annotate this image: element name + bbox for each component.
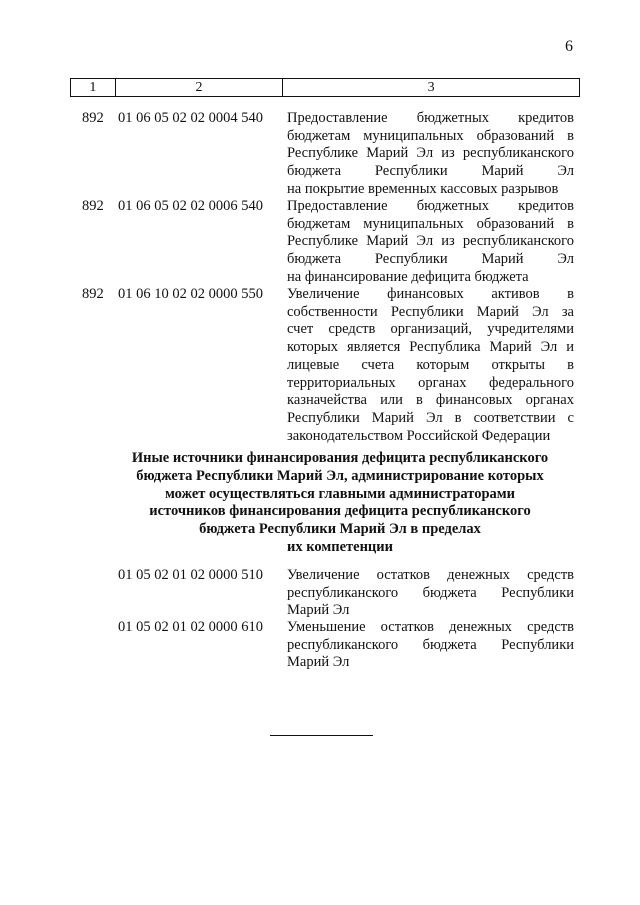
heading-line: Иные источники финансирования дефицита республиканского: [131, 450, 549, 466]
description-line: Предоставление бюджетных кредитов: [287, 110, 574, 126]
budget-classification-code: 01 05 02 01 02 0000 510: [118, 567, 263, 583]
row-description: [287, 198, 574, 287]
description-line: лицевые счета которым открыты в: [287, 356, 574, 373]
column-header-row: [71, 79, 580, 97]
description-line: законодательством Российской Федерации: [287, 427, 551, 444]
budget-classification-code: 01 05 02 01 02 0000 610: [118, 619, 263, 635]
row-description: [287, 286, 574, 445]
description-line: собственности Республики Марий Эл за: [287, 303, 574, 320]
description-line: Республике Марий Эл из республиканского: [287, 233, 574, 250]
description-line: счет средств организаций, учредителями: [287, 321, 574, 338]
column-header-3: 3: [283, 79, 580, 97]
description-line: которых является Республика Марий Эл и: [287, 339, 574, 356]
budget-classification-code: 01 06 10 02 02 0000 550: [118, 286, 263, 302]
budget-classification-code: 01 06 05 02 02 0006 540: [118, 198, 263, 214]
description-line: Республике Марий Эл из республиканского: [287, 145, 574, 162]
column-header-table: [70, 78, 580, 97]
row-description: [287, 619, 574, 672]
heading-line: источников финансирования дефицита республиканского: [149, 503, 531, 520]
description-line: Марий Эл: [287, 602, 350, 619]
description-line: Республики Марий Эл в соответствии с: [287, 409, 574, 426]
description-line: на финансирование дефицита бюджета: [287, 268, 529, 285]
description-line: Увеличение финансовых активов в: [287, 286, 574, 302]
heading-line: может осуществляться главными администраторами: [164, 485, 516, 502]
column-header-2: 2: [115, 79, 283, 97]
row-description: [287, 567, 574, 620]
description-line: Увеличение остатков денежных средств: [287, 567, 574, 583]
description-line: на покрытие временных кассовых разрывов: [287, 180, 559, 197]
section-heading: [80, 450, 600, 557]
column-header-1: 1: [71, 79, 116, 97]
page-number: 6: [565, 38, 573, 55]
heading-line: бюджета Республики Марий Эл в пределах: [199, 521, 481, 538]
description-line: республиканского бюджета Республики: [287, 584, 574, 601]
description-line: республиканского бюджета Республики: [287, 636, 574, 653]
description-line: Марий Эл: [287, 654, 350, 671]
heading-line: бюджета Республики Марий Эл, администрирование которых: [136, 467, 544, 484]
admin-code: 892: [82, 286, 104, 302]
description-line: бюджета Республики Марий Эл: [287, 251, 574, 268]
admin-code: 892: [82, 110, 104, 126]
row-description: [287, 110, 574, 199]
description-line: территориальных органах федерального: [287, 374, 574, 391]
description-line: бюджета Республики Марий Эл: [287, 163, 574, 180]
end-of-document-rule: [270, 735, 373, 736]
heading-line: их компетенции: [286, 538, 393, 555]
description-line: Предоставление бюджетных кредитов: [287, 198, 574, 214]
description-line: казначейства или в финансовых органах: [287, 392, 574, 409]
description-line: бюджетам муниципальных образований в: [287, 215, 574, 232]
description-line: Уменьшение остатков денежных средств: [287, 619, 574, 635]
budget-classification-code: 01 06 05 02 02 0004 540: [118, 110, 263, 126]
admin-code: 892: [82, 198, 104, 214]
description-line: бюджетам муниципальных образований в: [287, 127, 574, 144]
